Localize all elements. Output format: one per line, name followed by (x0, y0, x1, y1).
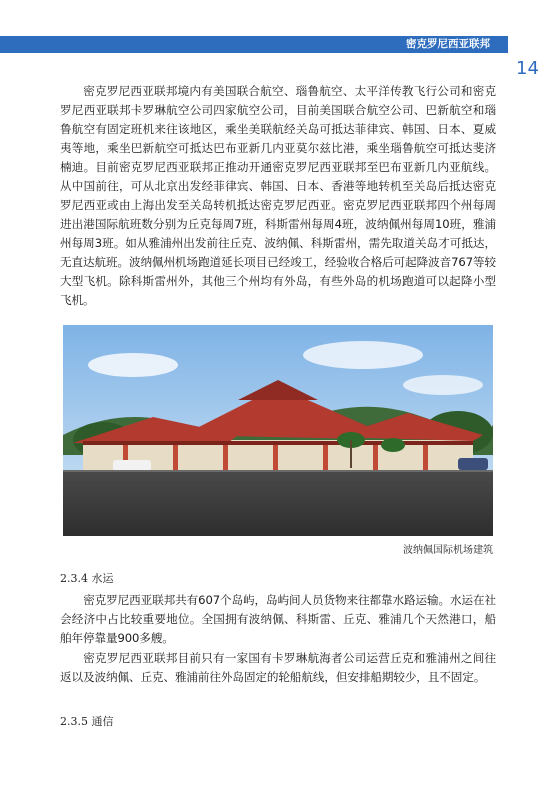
page-number: 14 (516, 58, 539, 79)
photo-caption: 波纳佩国际机场建筑 (403, 545, 493, 556)
paragraph-water-transport-1: 密克罗尼西亚联邦共有607个岛屿，岛屿间人员货物来往都靠水路运输。水运在社会经济中占比较重要地位。全国拥有波纳佩、科斯雷、丘克、雅浦几个天然港口，船舶年停靠量900多艘。 (60, 593, 496, 645)
airport-building-photo (63, 325, 493, 536)
paragraph-air-transport: 密克罗尼西亚联邦境内有美国联合航空、瑙鲁航空、太平洋传教飞行公司和密克罗尼西亚联邦卡罗琳航空公司四家航空公司，目前美国联合航空公司、巴新航空和瑙鲁航空有固定班机来往该地区，乘坐美联航经关岛可抵达菲律宾、韩国、日本、夏威夷等地，乘坐巴新航空可抵达巴布亚新几内亚莫尔兹比港，乘坐瑙鲁航空可抵达斐济楠迪。目前密克罗尼西亚联邦正推动开通密克罗尼西亚联邦至巴布亚新几内亚航线。从中国前往，可从北京出发经菲律宾、韩国、日本、香港等地转机至关岛后抵达密克罗尼西亚或由上海出发至关岛转机抵达密克罗尼西亚。密克罗尼西亚联邦四个州每周进出港国际航班数分别为丘克每周7班，科斯雷州每周4班，波纳佩州每周10班，雅浦州每周3班。如从雅浦州出发前往丘克、波纳佩、科斯雷州，需先取道关岛才可抵达，无直达航班。波纳佩州机场跑道延长项目已经竣工，经验收合格后可起降波音767等较大型飞机。除科斯雷州外，其他三个州均有外岛，有些外岛的机场跑道可以起降小型飞机。 (60, 84, 496, 307)
section-heading-water-transport: 2.3.4 水运 (60, 572, 114, 585)
section-heading-communications: 2.3.5 通信 (60, 715, 114, 728)
running-header-bar (0, 36, 508, 53)
running-header-title: 密克罗尼西亚联邦 (406, 38, 490, 50)
paragraph-water-transport-2: 密克罗尼西亚联邦目前只有一家国有卡罗琳航海者公司运营丘克和雅浦州之间往返以及波纳佩、丘克、雅浦前往外岛固定的轮船航线，但安排船期较少，且不固定。 (60, 651, 496, 684)
